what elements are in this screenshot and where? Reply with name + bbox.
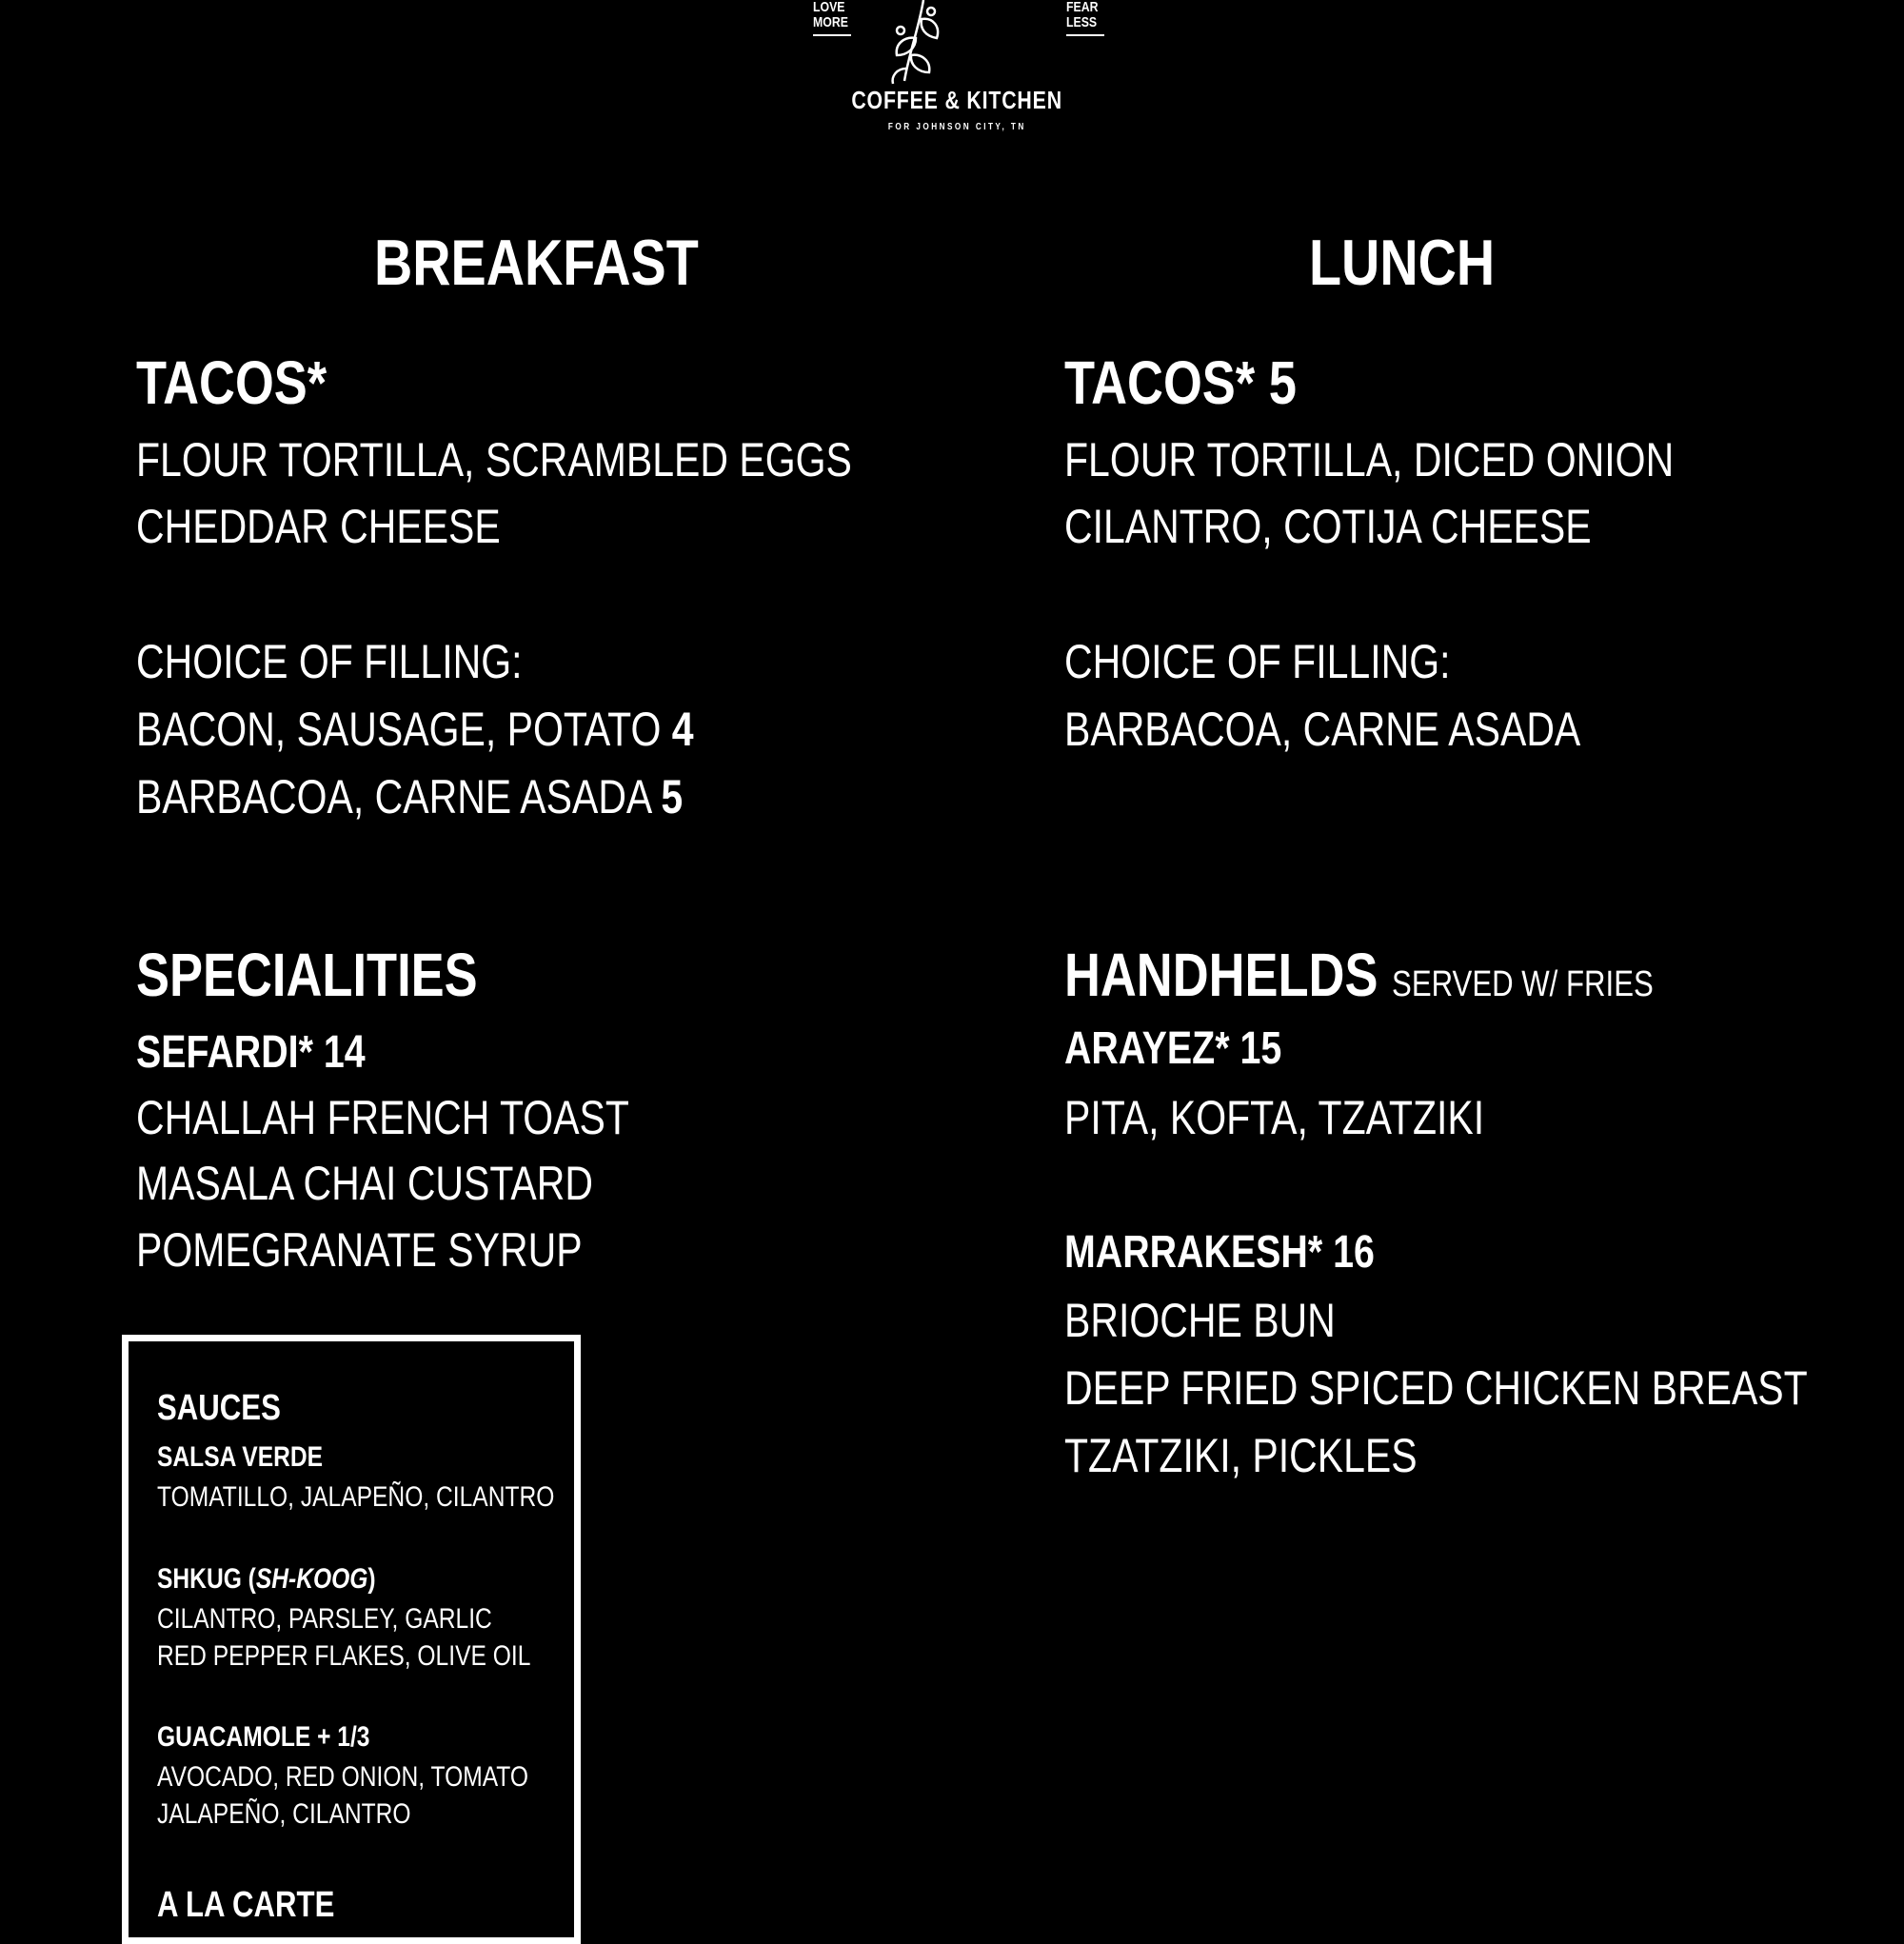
lunch-tacos-title xyxy=(1064,347,1348,419)
lunch-tacos-line xyxy=(1064,493,1707,560)
lunch-choice-label xyxy=(1064,628,1536,695)
lunch-filling xyxy=(1064,696,1694,763)
lunch-choice-label-text: CHOICE OF FILLING: xyxy=(1064,635,1451,688)
a-la-carte-title xyxy=(157,1884,373,1926)
sauces-title-text: SAUCES xyxy=(157,1388,281,1428)
salsa-verde-line-1: TOMATILLO, JALAPEÑO, CILANTRO xyxy=(157,1481,555,1513)
salsa-verde-line xyxy=(157,1478,642,1517)
lunch-title-text: LUNCH xyxy=(1309,227,1496,299)
guacamole-name xyxy=(157,1718,417,1756)
logo-love-more xyxy=(813,0,856,36)
shkug-name-suffix: ) xyxy=(367,1563,376,1595)
breakfast-tacos-line xyxy=(136,426,1009,493)
guacamole-line xyxy=(157,1795,466,1834)
breakfast-tacos-name: TACOS* xyxy=(136,348,327,417)
logo-brand-text: COFFEE & KITCHEN xyxy=(851,86,1062,114)
sauces-box xyxy=(122,1335,581,1944)
shkug-line-2: RED PEPPER FLAKES, OLIVE OIL xyxy=(157,1640,531,1672)
shkug-name-prefix: SHKUG ( xyxy=(157,1563,256,1595)
guacamole-line-1: AVOCADO, RED ONION, TOMATO xyxy=(157,1761,529,1793)
handhelds-title xyxy=(1064,939,1783,1021)
specialities-title xyxy=(136,939,552,1011)
sauces-title xyxy=(157,1387,307,1429)
breakfast-title-text: BREAKFAST xyxy=(374,227,699,299)
lunch-title xyxy=(1309,225,1536,301)
marrakesh-name xyxy=(1064,1226,1442,1279)
marrakesh-line xyxy=(1064,1287,1395,1354)
sefardi-name xyxy=(136,1026,415,1080)
logo-tagline-text: FOR JOHNSON CITY, TN xyxy=(887,122,1026,132)
specialities-title-text: SPECIALITIES xyxy=(136,941,478,1009)
guacamole-line-2: JALAPEÑO, CILANTRO xyxy=(157,1798,411,1830)
breakfast-filling xyxy=(136,764,803,830)
marrakesh-line-2: DEEP FRIED SPICED CHICKEN BREAST xyxy=(1064,1361,1808,1415)
logo xyxy=(800,0,1114,143)
sefardi-line xyxy=(136,1150,693,1217)
logo-right-bottom: LESS xyxy=(1066,14,1098,30)
guacamole-name-text: GUACAMOLE + 1/3 xyxy=(157,1721,370,1753)
logo-right-rule xyxy=(1066,34,1104,36)
breakfast-tacos-line xyxy=(136,493,581,560)
marrakesh-line-1: BRIOCHE BUN xyxy=(1064,1294,1336,1347)
arayez-name xyxy=(1064,1022,1329,1076)
arayez-name-text: ARAYEZ* 15 xyxy=(1064,1023,1282,1074)
marrakesh-line xyxy=(1064,1422,1495,1489)
breakfast-filling-1-text: BACON, SAUSAGE, POTATO xyxy=(136,703,662,756)
salsa-verde-name xyxy=(157,1438,359,1477)
shkug-line-1: CILANTRO, PARSLEY, GARLIC xyxy=(157,1603,492,1635)
breakfast-tacos-line-2: CHEDDAR CHEESE xyxy=(136,500,501,553)
salsa-verde-name-text: SALSA VERDE xyxy=(157,1441,324,1473)
lunch-tacos-line-2: CILANTRO, COTIJA CHEESE xyxy=(1064,500,1592,553)
breakfast-tacos-title xyxy=(136,347,368,419)
breakfast-filling-1-price: 4 xyxy=(671,703,694,756)
arayez-line xyxy=(1064,1084,1577,1151)
sefardi-line-1: CHALLAH FRENCH TOAST xyxy=(136,1091,629,1144)
logo-fear-less xyxy=(1066,0,1105,36)
marrakesh-name-text: MARRAKESH* 16 xyxy=(1064,1227,1375,1278)
shkug-name xyxy=(157,1560,424,1598)
breakfast-title xyxy=(374,225,770,301)
shkug-line xyxy=(157,1637,613,1676)
logo-tagline xyxy=(800,122,1114,132)
lunch-tacos-line xyxy=(1064,426,1808,493)
breakfast-filling-2-price: 5 xyxy=(661,770,684,823)
guacamole-line xyxy=(157,1758,610,1796)
a-la-carte-title-text: A LA CARTE xyxy=(157,1885,335,1925)
marrakesh-line xyxy=(1064,1355,1904,1421)
handhelds-note: SERVED W/ FRIES xyxy=(1392,964,1654,1004)
marrakesh-line-3: TZATZIKI, PICKLES xyxy=(1064,1429,1418,1482)
logo-left-top: LOVE xyxy=(813,0,845,15)
sefardi-line xyxy=(136,1217,680,1283)
arayez-line-1: PITA, KOFTA, TZATZIKI xyxy=(1064,1091,1485,1144)
lunch-tacos-name: TACOS* 5 xyxy=(1064,348,1297,417)
shkug-name-italic: SH-KOOG xyxy=(255,1563,368,1595)
breakfast-tacos-line-1: FLOUR TORTILLA, SCRAMBLED EGGS xyxy=(136,433,852,486)
breakfast-filling-2-text: BARBACOA, CARNE ASADA xyxy=(136,770,651,823)
logo-left-rule xyxy=(813,34,851,36)
sefardi-line-2: MASALA CHAI CUSTARD xyxy=(136,1157,593,1210)
sefardi-line xyxy=(136,1084,738,1151)
lunch-tacos-line-1: FLOUR TORTILLA, DICED ONION xyxy=(1064,433,1675,486)
logo-right-top: FEAR xyxy=(1066,0,1099,15)
breakfast-choice-label xyxy=(136,628,607,695)
sefardi-name-text: SEFARDI* 14 xyxy=(136,1027,366,1078)
lunch-filling-1: BARBACOA, CARNE ASADA xyxy=(1064,703,1581,756)
breakfast-choice-label-text: CHOICE OF FILLING: xyxy=(136,635,523,688)
shkug-line xyxy=(157,1600,565,1638)
handhelds-title-text: HANDHELDS xyxy=(1064,941,1378,1009)
sefardi-line-3: POMEGRANATE SYRUP xyxy=(136,1223,583,1277)
breakfast-filling xyxy=(136,696,816,763)
coffee-plant-icon xyxy=(866,0,1047,86)
logo-left-bottom: MORE xyxy=(813,14,848,30)
logo-brand xyxy=(800,86,1114,115)
